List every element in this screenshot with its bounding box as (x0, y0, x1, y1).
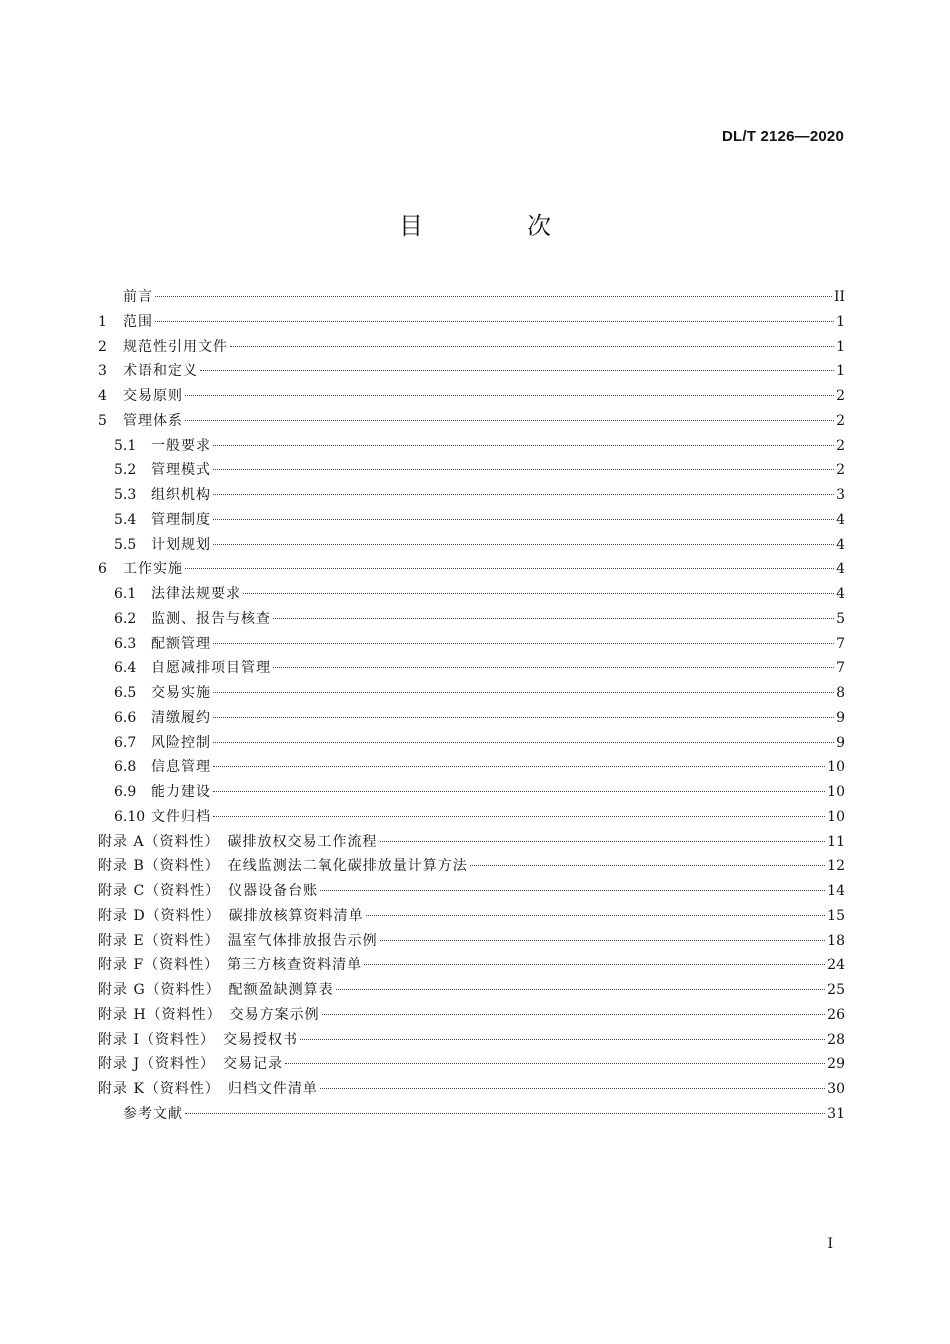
toc-entry-number: 5 (98, 412, 107, 429)
toc-entry-page: 2 (836, 437, 845, 454)
toc-entry[interactable] (98, 781, 845, 806)
toc-entry-page: II (833, 289, 845, 305)
toc-leader-dots (200, 370, 834, 371)
toc-entry-label: 附录 D（资料性） 碳排放核算资料清单 (98, 907, 364, 924)
toc-leader-dots (155, 321, 834, 322)
toc-leader-dots (243, 593, 834, 594)
toc-entry[interactable] (98, 707, 845, 732)
toc-entry[interactable] (98, 806, 845, 831)
toc-entry[interactable] (98, 1103, 845, 1128)
toc-entry[interactable] (98, 435, 845, 460)
toc-entry-label: 附录 E（资料性） 温室气体排放报告示例 (98, 932, 378, 949)
toc-leader-dots (273, 667, 834, 668)
toc-leader-dots (380, 841, 826, 842)
toc-entry-page: 1 (836, 313, 845, 330)
toc-leader-dots (213, 816, 825, 817)
toc-entry-page: 1 (836, 338, 845, 355)
toc-entry-number: 6 (98, 561, 107, 578)
toc-entry-page: 30 (827, 1081, 845, 1097)
toc-entry[interactable] (98, 1078, 845, 1103)
toc-entry-label: 范围 (123, 313, 153, 330)
toc-entry-page: 29 (827, 1056, 845, 1073)
toc-entry-number: 3 (98, 363, 107, 380)
toc-entry-label: 自愿减排项目管理 (151, 660, 271, 677)
toc-leader-dots (285, 1063, 825, 1064)
toc-entry-page: 25 (827, 982, 845, 998)
toc-entry-number: 5.4 (114, 511, 137, 528)
toc-leader-dots (320, 1088, 825, 1089)
toc-entry-label: 组织机构 (151, 487, 211, 503)
toc-leader-dots (155, 296, 832, 297)
toc-entry[interactable] (98, 1004, 845, 1029)
toc-entry[interactable] (98, 1053, 845, 1078)
toc-entry-page: 3 (836, 487, 845, 503)
toc-entry-label: 交易实施 (151, 685, 211, 701)
standard-code: DL/T 2126—2020 (721, 128, 844, 145)
toc-entry-number: 6.3 (114, 635, 137, 652)
toc-entry-page: 31 (827, 1105, 845, 1122)
toc-entry-page: 10 (827, 759, 845, 776)
toc-leader-dots (213, 494, 834, 495)
toc-entry[interactable] (98, 558, 845, 583)
toc-entry-page: 10 (827, 784, 845, 800)
toc-entry-page: 8 (836, 685, 845, 701)
toc-entry-page: 2 (836, 462, 845, 479)
toc-entry-label: 监测、报告与核查 (151, 610, 271, 627)
toc-entry[interactable] (98, 633, 845, 658)
toc-leader-dots (185, 1113, 825, 1114)
toc-entry-label: 管理模式 (151, 462, 211, 479)
page-title: 目 次 (399, 212, 591, 240)
toc-entry-number: 6.7 (114, 734, 137, 751)
toc-entry[interactable] (98, 880, 845, 905)
toc-entry[interactable] (98, 930, 845, 955)
toc-entry-label: 附录 J（资料性） 交易记录 (98, 1056, 284, 1073)
toc-entry-page: 4 (836, 511, 845, 528)
toc-entry-page: 7 (836, 660, 845, 677)
toc-entry[interactable] (98, 336, 845, 361)
toc-leader-dots (300, 1039, 825, 1040)
toc-entry-label: 附录 I（资料性） 交易授权书 (98, 1031, 298, 1048)
toc-entry[interactable] (98, 410, 845, 435)
toc-entry-label: 一般要求 (151, 437, 211, 454)
toc-entry-label: 前言 (123, 289, 153, 305)
toc-entry-label: 管理制度 (151, 511, 211, 528)
toc-entry-label: 清缴履约 (151, 709, 211, 726)
toc-entry[interactable] (98, 855, 845, 880)
table-of-contents (98, 286, 845, 1128)
toc-entry-page: 7 (836, 635, 845, 652)
toc-entry[interactable] (98, 657, 845, 682)
toc-entry[interactable] (98, 979, 845, 1004)
toc-leader-dots (213, 544, 834, 545)
toc-entry[interactable] (98, 608, 845, 633)
toc-entry-page: 28 (827, 1031, 845, 1048)
toc-leader-dots (213, 766, 825, 767)
toc-entry-label: 附录 K（资料性） 归档文件清单 (98, 1081, 318, 1097)
toc-leader-dots (213, 445, 834, 446)
toc-entry-number: 2 (98, 338, 107, 355)
toc-entry-number: 6.8 (114, 759, 137, 776)
toc-entry-page: 4 (836, 586, 845, 602)
toc-entry-label: 交易原则 (123, 388, 183, 404)
toc-entry-page: 26 (827, 1006, 845, 1023)
toc-leader-dots (322, 1014, 826, 1015)
toc-entry[interactable] (98, 756, 845, 781)
toc-entry-page: 18 (827, 932, 845, 949)
toc-leader-dots (380, 940, 826, 941)
toc-entry-label: 文件归档 (151, 808, 211, 825)
toc-entry-page: 11 (827, 833, 845, 850)
toc-entry-page: 9 (836, 734, 845, 751)
toc-entry-label: 附录 G（资料性） 配额盈缺测算表 (98, 982, 334, 998)
toc-entry-page: 9 (836, 709, 845, 726)
toc-entry-label: 风险控制 (151, 734, 211, 751)
toc-leader-dots (230, 346, 834, 347)
toc-entry-page: 10 (827, 808, 845, 825)
toc-leader-dots (213, 791, 825, 792)
toc-entry-label: 管理体系 (123, 412, 183, 429)
toc-leader-dots (185, 568, 834, 569)
toc-entry-page: 24 (827, 957, 845, 974)
toc-entry-label: 法律法规要求 (151, 586, 241, 602)
toc-leader-dots (213, 643, 834, 644)
toc-entry-page: 4 (836, 536, 845, 553)
toc-entry-number: 6.6 (114, 709, 137, 726)
toc-entry[interactable] (98, 682, 845, 707)
toc-entry[interactable] (98, 1029, 845, 1054)
toc-leader-dots (213, 692, 834, 693)
toc-entry-page: 5 (836, 610, 845, 627)
toc-leader-dots (320, 890, 825, 891)
toc-entry-label: 能力建设 (151, 784, 211, 800)
toc-entry[interactable] (98, 831, 845, 856)
toc-entry-number: 6.9 (114, 784, 137, 800)
toc-entry[interactable] (98, 459, 845, 484)
toc-entry[interactable] (98, 954, 845, 979)
toc-entry-label: 附录 A（资料性） 碳排放权交易工作流程 (98, 833, 378, 850)
toc-entry-page: 15 (827, 907, 845, 924)
toc-entry-number: 6.4 (114, 660, 137, 677)
toc-leader-dots (213, 519, 834, 520)
toc-entry-number: 5.1 (114, 437, 137, 454)
toc-entry-page: 14 (827, 883, 845, 899)
toc-entry[interactable] (98, 534, 845, 559)
toc-entry-label: 规范性引用文件 (123, 338, 228, 355)
toc-entry-number: 5.2 (114, 462, 137, 479)
toc-entry[interactable] (98, 360, 845, 385)
toc-leader-dots (366, 915, 825, 916)
toc-leader-dots (185, 395, 834, 396)
toc-entry-number: 6.10 (114, 808, 146, 825)
toc-entry-number: 5.5 (114, 536, 137, 553)
toc-entry-page: 4 (836, 561, 845, 578)
toc-entry-number: 1 (98, 313, 107, 330)
toc-leader-dots (336, 989, 826, 990)
toc-entry-number: 6.1 (114, 586, 137, 602)
toc-leader-dots (213, 469, 834, 470)
page-number: I (827, 1236, 833, 1252)
toc-entry-number: 6.5 (114, 685, 137, 701)
toc-leader-dots (273, 618, 834, 619)
toc-entry[interactable] (98, 311, 845, 336)
toc-entry-label: 参考文献 (123, 1105, 183, 1122)
toc-entry-label: 配额管理 (151, 635, 211, 652)
toc-entry-label: 信息管理 (151, 759, 211, 776)
toc-entry-page: 12 (827, 858, 845, 875)
toc-leader-dots (470, 865, 825, 866)
toc-entry[interactable] (98, 583, 845, 608)
toc-entry[interactable] (98, 509, 845, 534)
toc-entry-label: 术语和定义 (123, 363, 198, 380)
toc-entry-page: 1 (836, 363, 845, 380)
toc-entry-page: 2 (836, 388, 845, 404)
toc-entry[interactable] (98, 286, 845, 311)
toc-entry[interactable] (98, 484, 845, 509)
toc-leader-dots (213, 717, 834, 718)
toc-entry-label: 工作实施 (123, 561, 183, 578)
toc-entry-label: 附录 H（资料性） 交易方案示例 (98, 1006, 320, 1023)
toc-entry-label: 附录 C（资料性） 仪器设备台账 (98, 883, 319, 899)
toc-entry[interactable] (98, 905, 845, 930)
toc-entry-number: 4 (98, 388, 107, 404)
toc-entry-number: 5.3 (114, 487, 137, 503)
toc-entry-label: 附录 B（资料性） 在线监测法二氧化碳排放量计算方法 (98, 858, 468, 875)
toc-entry-page: 2 (836, 412, 845, 429)
toc-leader-dots (213, 742, 834, 743)
toc-entry[interactable] (98, 385, 845, 410)
toc-entry-label: 计划规划 (151, 536, 211, 553)
toc-entry[interactable] (98, 732, 845, 757)
toc-entry-number: 6.2 (114, 610, 137, 627)
toc-entry-label: 附录 F（资料性） 第三方核查资料清单 (98, 957, 363, 974)
toc-leader-dots (185, 420, 834, 421)
toc-leader-dots (364, 964, 825, 965)
